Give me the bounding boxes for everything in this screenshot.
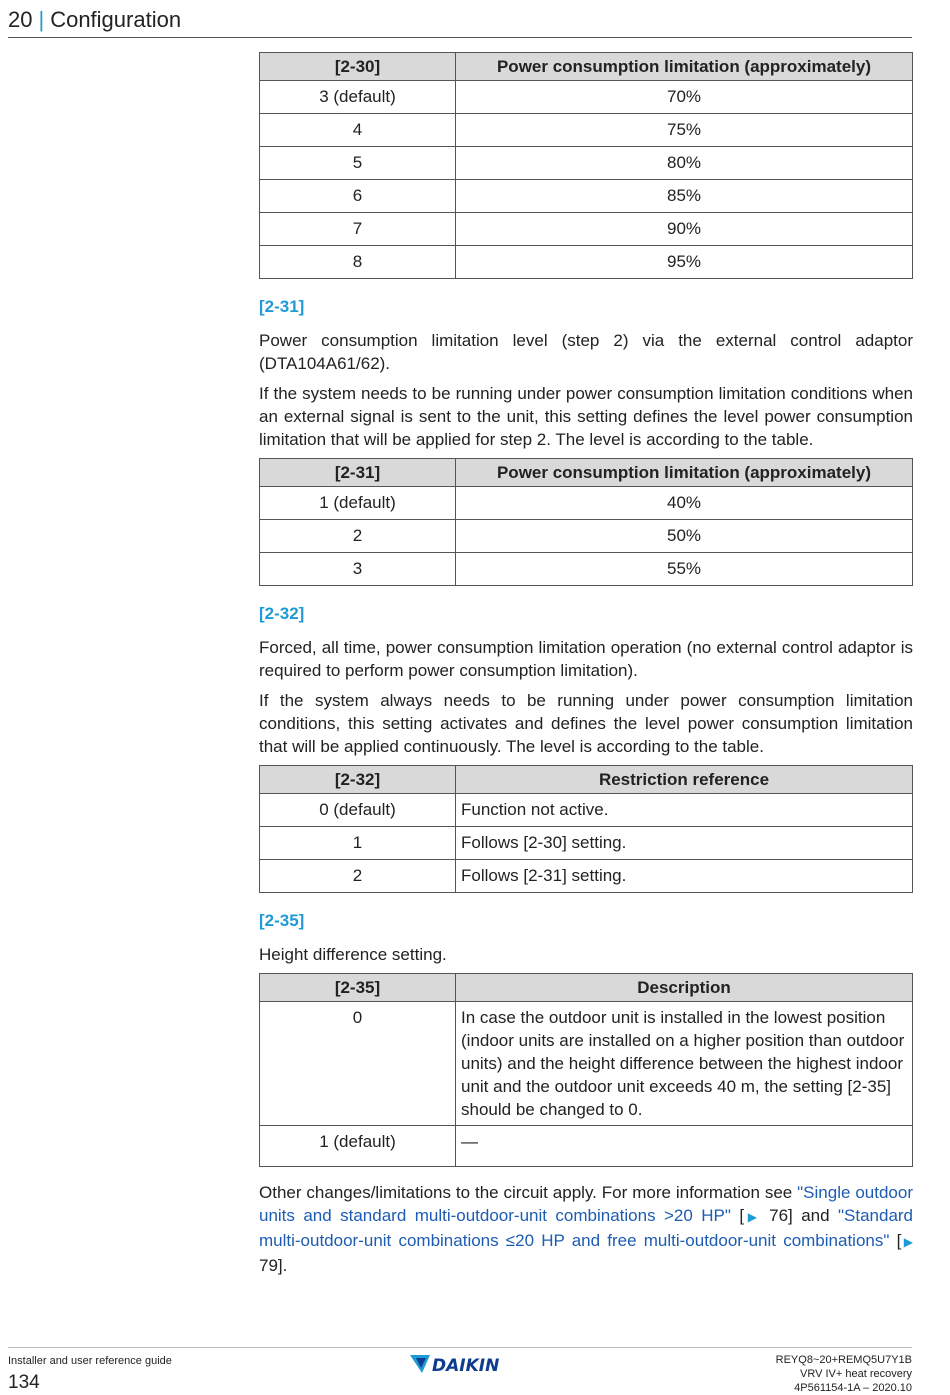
table-cell: In case the outdoor unit is installed in the lowest position (indoor units are installed on a higher position than outdoor units) and the height difference between the highest indoor unit and the outdoor unit exceeds 40 m, the setting [2-35] should be changed to 0. bbox=[456, 1002, 913, 1126]
closing-paragraph bbox=[259, 1181, 913, 1277]
table-row bbox=[260, 860, 913, 893]
ref-bracket: [ bbox=[730, 1206, 745, 1225]
footer-guide-label: Installer and user reference guide bbox=[8, 1355, 172, 1367]
paragraph: Forced, all time, power consumption limitation operation (no external control adaptor is required to perform power consumption limitation). bbox=[259, 638, 913, 680]
column-header: [2-32] bbox=[260, 766, 456, 794]
chapter-number: 20 bbox=[8, 7, 33, 32]
page-ref-arrow-icon: ▶ bbox=[744, 1210, 761, 1224]
chapter-title: Configuration bbox=[50, 7, 182, 32]
column-header: [2-30] bbox=[260, 53, 456, 81]
table-cell: 50% bbox=[456, 520, 913, 553]
table-cell: 5 bbox=[260, 147, 456, 180]
table-cell: Function not active. bbox=[456, 794, 913, 827]
paragraph: Power consumption limitation level (step 2) via the external control adaptor (DTA104A61/62). bbox=[259, 331, 913, 373]
footer-document-info bbox=[776, 1353, 912, 1395]
column-header: Restriction reference bbox=[456, 766, 913, 794]
table-row bbox=[260, 794, 913, 827]
section-heading-2-35: [2-35] bbox=[259, 911, 305, 930]
footer-divider bbox=[8, 1347, 912, 1348]
page-ref: 79]. bbox=[259, 1256, 288, 1275]
cross-reference-link-single-outdoor[interactable]: "Single outdoor units and standard multi-outdoor-unit combinations >20 HP" bbox=[259, 1183, 913, 1225]
closing-text: Other changes/limitations to the circuit apply. For more information see bbox=[259, 1183, 798, 1202]
table-row bbox=[260, 114, 913, 147]
table-cell: 0 bbox=[260, 1002, 456, 1126]
paragraph: If the system always needs to be running under power consumption limitation conditions, this setting activates and defines the level power consumption limitation that will be applied continuously. The level is according to the table. bbox=[259, 691, 913, 756]
table-row bbox=[260, 246, 913, 279]
table-cell: 80% bbox=[456, 147, 913, 180]
section-heading-2-31: [2-31] bbox=[259, 297, 305, 316]
table-header-row bbox=[260, 766, 913, 794]
table-cell: 90% bbox=[456, 213, 913, 246]
table-row bbox=[260, 147, 913, 180]
table-cell: 8 bbox=[260, 246, 456, 279]
table-cell: 4 bbox=[260, 114, 456, 147]
table-cell: 1 bbox=[260, 827, 456, 860]
main-content bbox=[259, 52, 913, 1284]
table-cell: 2 bbox=[260, 520, 456, 553]
table-cell: 95% bbox=[456, 246, 913, 279]
table-header-row bbox=[260, 53, 913, 81]
table-cell: — bbox=[456, 1126, 913, 1167]
table-cell: 1 (default) bbox=[260, 487, 456, 520]
table-cell: 85% bbox=[456, 180, 913, 213]
table-2-30 bbox=[259, 52, 913, 279]
footer-doc-code: 4P561154-1A – 2020.10 bbox=[794, 1382, 912, 1394]
table-cell: Follows [2-31] setting. bbox=[456, 860, 913, 893]
footer-product: VRV IV+ heat recovery bbox=[800, 1368, 912, 1380]
table-row bbox=[260, 520, 913, 553]
table-cell: 40% bbox=[456, 487, 913, 520]
table-row bbox=[260, 487, 913, 520]
table-row bbox=[260, 180, 913, 213]
paragraph: If the system needs to be running under power consumption limitation conditions when an external signal is sent to the unit, this setting defines the level power consumption limitation that will be applied for step 2. The level is according to the table. bbox=[259, 384, 913, 449]
column-header: Power consumption limitation (approximately) bbox=[456, 459, 913, 487]
ref-bracket: [ bbox=[889, 1231, 902, 1250]
table-cell: 7 bbox=[260, 213, 456, 246]
table-row bbox=[260, 1126, 913, 1167]
table-2-35 bbox=[259, 973, 913, 1167]
daikin-logo bbox=[408, 1352, 518, 1376]
table-cell: 2 bbox=[260, 860, 456, 893]
table-row bbox=[260, 553, 913, 586]
column-header: Description bbox=[456, 974, 913, 1002]
table-cell: 1 (default) bbox=[260, 1126, 456, 1167]
table-header-row bbox=[260, 459, 913, 487]
table-cell: 6 bbox=[260, 180, 456, 213]
cross-reference-link-standard-multi[interactable]: "Standard multi-outdoor-unit combinations ≤20 HP and free multi-outdoor-unit combinations" bbox=[259, 1206, 914, 1250]
table-row bbox=[260, 213, 913, 246]
table-cell: 70% bbox=[456, 81, 913, 114]
footer-page-number: 134 bbox=[8, 1372, 40, 1393]
table-cell: 75% bbox=[456, 114, 913, 147]
header-separator: | bbox=[38, 7, 45, 32]
table-2-32 bbox=[259, 765, 913, 893]
section-heading-2-32: [2-32] bbox=[259, 604, 305, 623]
table-cell: 3 (default) bbox=[260, 81, 456, 114]
table-cell: 3 bbox=[260, 553, 456, 586]
table-row bbox=[260, 1002, 913, 1126]
page-ref-arrow-icon: ▶ bbox=[901, 1235, 913, 1249]
daikin-logo-text: DAIKIN bbox=[432, 1356, 500, 1376]
table-header-row bbox=[260, 974, 913, 1002]
footer-model: REYQ8~20+REMQ5U7Y1B bbox=[775, 1354, 912, 1366]
table-cell: 55% bbox=[456, 553, 913, 586]
page-ref: 76] bbox=[760, 1206, 793, 1225]
table-row bbox=[260, 827, 913, 860]
page-header bbox=[8, 6, 912, 38]
column-header: [2-31] bbox=[260, 459, 456, 487]
table-cell: 0 (default) bbox=[260, 794, 456, 827]
table-row bbox=[260, 81, 913, 114]
column-header: Power consumption limitation (approximately) bbox=[456, 53, 913, 81]
column-header: [2-35] bbox=[260, 974, 456, 1002]
paragraph: Height difference setting. bbox=[259, 945, 447, 964]
table-2-31 bbox=[259, 458, 913, 586]
closing-text: and bbox=[792, 1206, 838, 1225]
table-cell: Follows [2-30] setting. bbox=[456, 827, 913, 860]
